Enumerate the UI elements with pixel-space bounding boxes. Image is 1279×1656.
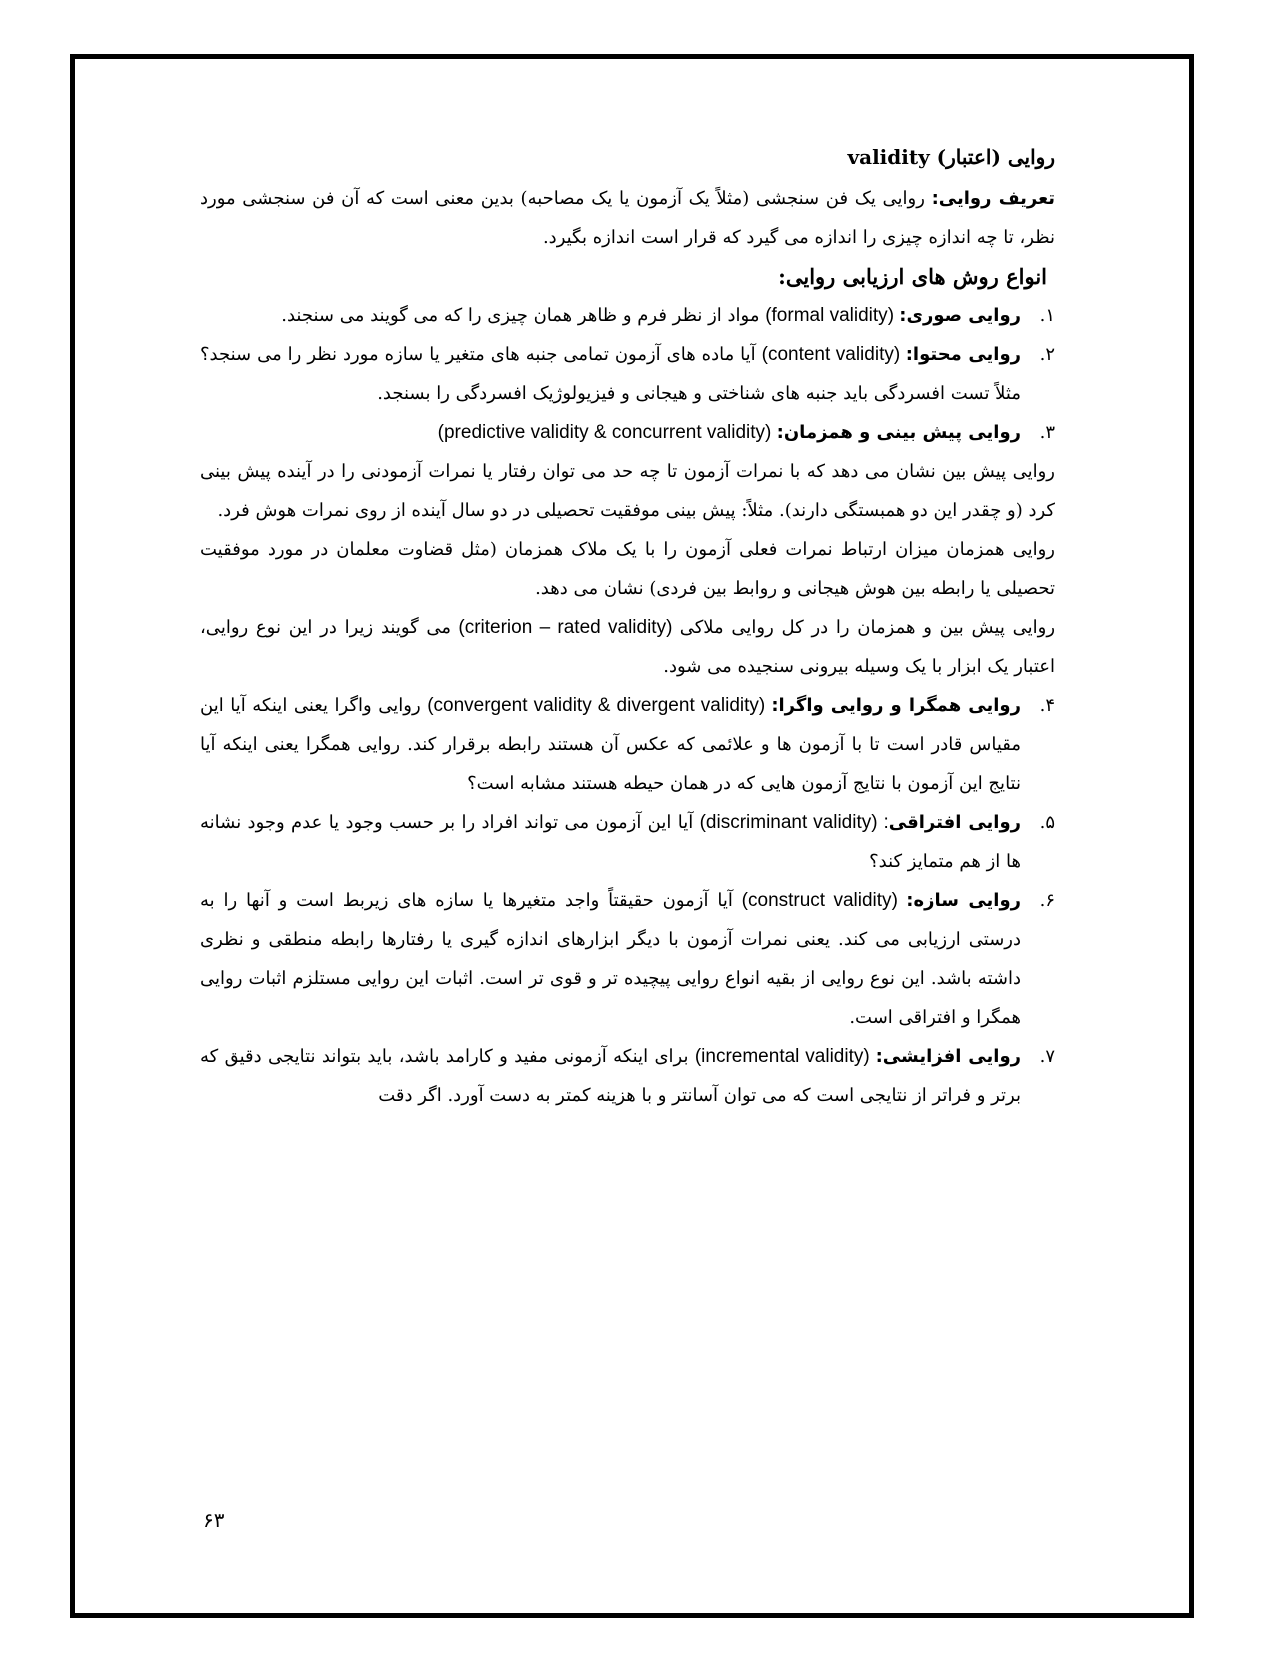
item-term: روایی صوری: [899,305,1021,326]
item-text: آیا این آزمون می تواند افراد را بر حسب وجود یا عدم وجود نشانه ها از هم متمایز کند؟ [200,812,1021,872]
criterion-text-a: روایی پیش بین و همزمان را در کل روایی ملاکی [679,617,1056,638]
item-english: (content validity) [761,344,906,365]
item-number: ۳. [1039,422,1055,443]
item-term: روایی همگرا و روایی واگرا: [771,695,1021,716]
item-number: ۶. [1039,890,1055,911]
list-item [200,335,1055,413]
item-number: ۷. [1039,1046,1055,1067]
item-english: (convergent validity & divergent validity) [427,695,772,716]
definition-paragraph [200,179,1055,257]
definition-label: تعریف روایی: [931,188,1055,209]
item-number: ۱. [1039,305,1055,326]
item-number: ۲. [1039,344,1055,365]
criterion-paragraph [200,608,1055,686]
item-term: روایی پیش بینی و همزمان: [776,422,1021,443]
page-number: ۶۳ [203,1508,225,1532]
predictive-paragraph: روایی پیش بین نشان می دهد که با نمرات آزمون تا چه حد می توان رفتار یا نمرات آزمودنی را در آینده پیش بینی کرد (و چقدر این دو همبستگی دارند). مثلاً: پیش بینی موفقیت تحصیلی در دو سال آینده از روی نمرات هوش فرد. [200,461,1056,521]
item-english: : (discriminant validity) [699,812,889,833]
item-term: روایی سازه: [906,890,1022,911]
list-item [200,881,1055,1037]
item-text: آیا آزمون حقیقتاً واجد متغیرها یا سازه های زیربط است و آنها را به درستی ارزیابی می کند. یعنی نمرات آزمون با دیگر ابزارهای اندازه گیری یا رفتارها رابطه منطقی و نظری داشته باشد. این نوع روایی از بقیه انواع روایی پیچیده تر و قوی تر است. اثبات این روایی مستلزم اثبات روایی همگرا و افتراقی است. [200,890,1021,1028]
item-term: روایی محتوا: [905,344,1022,365]
criterion-english: (criterion – rated validity) [451,617,680,638]
item-english: (incremental validity) [694,1046,876,1067]
item-english: (formal validity) [765,305,900,326]
item-text: برای اینکه آزمونی مفید و کارامد باشد، باید بتواند نتایجی دقیق که برتر و فراتر از نتایجی است که می توان آسانتر و با هزینه کمتر به دست آورد. اگر دقت [200,1046,1021,1106]
item-text: روایی واگرا یعنی اینکه آیا این مقیاس قادر است تا با آزمون ها و علائمی که عکس آن هستند رابطه برقرار کند. روایی همگرا یعنی اینکه آیا نتایج این آزمون با نتایج آزمون هایی که در همان حیطه هستند مشابه است؟ [200,695,1022,794]
section-title: روایی (اعتبار) validity [847,145,1055,169]
item-number: ۴. [1039,695,1055,716]
methods-heading: انواع روش های ارزیابی روایی: [778,264,1047,289]
criterion-text-b: می گویند زیرا در این نوع روایی، اعتبار یک ابزار با یک وسیله بیرونی سنجیده می شود. [200,617,1055,677]
definition-text: روایی یک فن سنجشی (مثلاً یک آزمون یا یک مصاحبه) بدین معنی است که آن فن سنجشی مورد نظر، تا چه اندازه چیزی را اندازه می گیرد که قرار است اندازه بگیرد. [200,188,1055,248]
item-english: (construct validity) [741,890,907,911]
list-item [200,296,1055,335]
list-item [200,803,1055,881]
concurrent-paragraph: روایی همزمان میزان ارتباط نمرات فعلی آزمون را با یک ملاک همزمان (مثل قضاوت معلمان در مورد موفقیت تحصیلی یا رابطه بین هوش هیجانی و روابط بین فردی) نشان می دهد. [200,539,1055,599]
list-item [200,686,1055,803]
item-english: (predictive validity & concurrent validity) [437,422,777,443]
document-body [200,138,1055,1115]
item-text: مواد از نظر فرم و ظاهر همان چیزی را که می گویند می سنجند. [281,305,766,326]
item-number: ۵. [1039,812,1055,833]
item-text: آیا ماده های آزمون تمامی جنبه های متغیر یا سازه مورد نظر را می سنجد؟ مثلاً تست افسردگی باید جنبه های شناختی و هیجانی و فیزیولوژیک افسردگی را بسنجد. [200,344,1021,404]
item-term: روایی افزایشی: [875,1046,1021,1067]
item-term: روایی افتراقی [888,812,1022,833]
list-item [200,413,1055,452]
list-item [200,1037,1055,1115]
